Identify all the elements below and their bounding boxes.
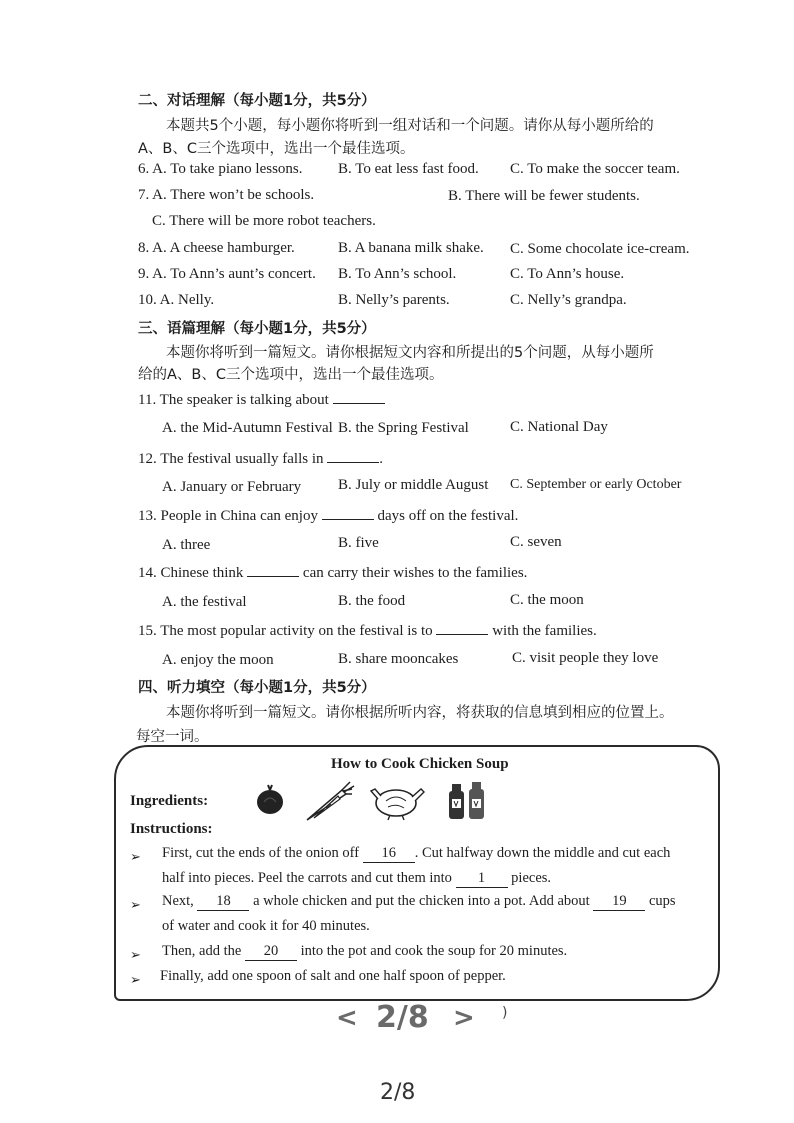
section3-intro-line2: 给的A、B、C三个选项中，选出一个最佳选项。 — [138, 367, 444, 383]
q7-option-a: 7. A. There won’t be schools. — [138, 187, 315, 203]
q11-option-a: A. the Mid-Autumn Festival — [162, 420, 333, 436]
q11-blank — [333, 391, 385, 404]
q12-blank — [327, 450, 379, 463]
q10-option-a: 10. A. Nelly. — [138, 292, 215, 308]
q15-option-c: C. visit people they love — [512, 650, 659, 666]
q9-option-c: C. To Ann’s house. — [510, 266, 625, 282]
q7-option-c: C. There will be more robot teachers. — [152, 213, 376, 229]
section3-intro-line1: 本题你将听到一篇短文。请你根据短文内容和所提出的5个问题，从每小题所 — [166, 345, 654, 361]
section2-title: 二、对话理解（每小题1分，共5分） — [138, 93, 376, 109]
q15-blank — [436, 622, 488, 635]
instructions-label: Instructions: — [130, 821, 213, 837]
blank-19: 19 — [593, 893, 645, 911]
q12-stem: 12. The festival usually falls in . — [138, 451, 384, 467]
stray-mark: ) — [502, 1005, 508, 1021]
q13-blank — [322, 507, 374, 520]
q15-option-b: B. share mooncakes — [338, 651, 459, 667]
q14-option-a: A. the festival — [162, 594, 247, 610]
q9-option-a: 9. A. To Ann’s aunt’s concert. — [138, 266, 316, 282]
chicken-icon — [368, 781, 426, 821]
step3-line: Then, add the 20 into the pot and cook the soup for 20 minutes. — [162, 943, 568, 959]
step2-line2: of water and cook it for 40 minutes. — [162, 918, 370, 934]
q11-option-b: B. the Spring Festival — [338, 420, 469, 436]
q14-blank — [247, 564, 299, 577]
q14-stem: 14. Chinese think can carry their wishes to the families. — [138, 565, 528, 581]
blank-17: 1 — [456, 870, 508, 888]
ingredients-label: Ingredients: — [130, 793, 209, 809]
bullet-arrow-icon: ➢ — [130, 898, 141, 913]
q13-option-c: C. seven — [510, 534, 562, 550]
carrot-icon — [304, 780, 356, 822]
q13-option-a: A. three — [162, 537, 211, 553]
q8-option-b: B. A banana milk shake. — [338, 240, 484, 256]
step4-line: Finally, add one spoon of salt and one half spoon of pepper. — [160, 968, 506, 984]
bullet-arrow-icon: ➢ — [130, 973, 141, 988]
salt-pepper-bottles-icon — [445, 779, 487, 821]
q13-option-b: B. five — [338, 535, 379, 551]
q13-stem: 13. People in China can enjoy days off on the festival. — [138, 508, 519, 524]
q15-option-a: A. enjoy the moon — [162, 652, 274, 668]
q12-option-a: A. January or February — [162, 479, 302, 495]
section4-intro-line1: 本题你将听到一篇短文。请你根据所听内容，将获取的信息填到相应的位置上。 — [166, 705, 674, 721]
step1-line1: First, cut the ends of the onion off 16 . Cut halfway down the middle and cut each — [162, 845, 671, 861]
next-page-button[interactable]: > — [453, 1003, 475, 1033]
step2-line1: Next, 18 a whole chicken and put the chicken into a pot. Add about 19 cups — [162, 893, 676, 909]
q11-option-c: C. National Day — [510, 419, 608, 435]
step1-line2: half into pieces. Peel the carrots and cut them into 1 pieces. — [162, 870, 552, 886]
section2-intro-line2: A、B、C三个选项中，选出一个最佳选项。 — [138, 141, 415, 157]
q12-option-b: B. July or middle August — [338, 477, 489, 493]
q14-option-c: C. the moon — [510, 592, 584, 608]
q6-option-c: C. To make the soccer team. — [510, 161, 680, 177]
bullet-arrow-icon: ➢ — [130, 850, 141, 865]
bullet-arrow-icon: ➢ — [130, 948, 141, 963]
section3-title: 三、语篇理解（每小题1分，共5分） — [138, 321, 376, 337]
q11-stem: 11. The speaker is talking about — [138, 391, 385, 409]
q9-option-b: B. To Ann’s school. — [338, 266, 457, 282]
footer-page-number: 2/8 — [380, 1080, 416, 1105]
blank-18: 18 — [197, 893, 249, 911]
onion-icon — [252, 782, 288, 818]
q6-option-a: 6. A. To take piano lessons. — [138, 161, 303, 177]
section2-intro-line1: 本题共5个小题，每小题你将听到一组对话和一个问题。请你从每小题所给的 — [166, 118, 654, 134]
q12-option-c: C. September or early October — [510, 477, 682, 492]
recipe-title: How to Cook Chicken Soup — [331, 756, 509, 772]
section4-intro-line2: 每空一词。 — [136, 729, 209, 745]
q6-option-b: B. To eat less fast food. — [338, 161, 479, 177]
page-indicator: 2/8 — [376, 1000, 429, 1035]
q8-option-a: 8. A. A cheese hamburger. — [138, 240, 295, 256]
q15-stem: 15. The most popular activity on the festival is to with the families. — [138, 623, 597, 639]
q14-option-b: B. the food — [338, 593, 406, 609]
q8-option-c: C. Some chocolate ice-cream. — [510, 241, 690, 257]
q10-option-c: C. Nelly’s grandpa. — [510, 292, 627, 308]
blank-16: 16 — [363, 845, 415, 863]
q10-option-b: B. Nelly’s parents. — [338, 292, 450, 308]
blank-20: 20 — [245, 943, 297, 961]
q7-option-b: B. There will be fewer students. — [448, 188, 640, 204]
section4-title: 四、听力填空（每小题1分，共5分） — [138, 680, 376, 696]
prev-page-button[interactable]: < — [336, 1003, 358, 1033]
